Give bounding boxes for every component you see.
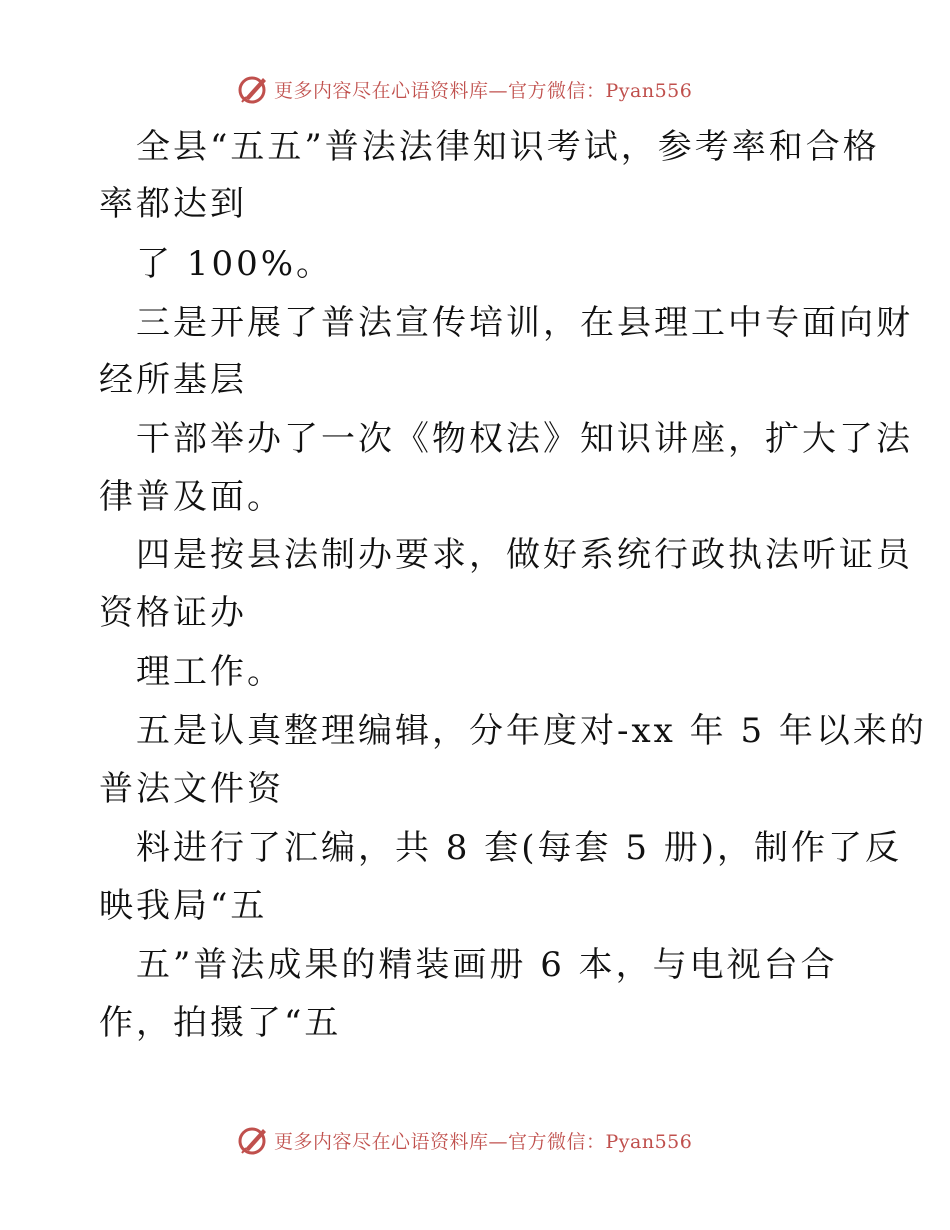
- paragraph-line: 经所基层: [99, 360, 247, 400]
- quill-pen-logo-icon: [236, 72, 270, 106]
- footer-banner: [236, 1123, 692, 1157]
- header-banner: [236, 72, 692, 106]
- paragraph-line: 普法文件资: [99, 769, 284, 809]
- paragraph-line: 率都达到: [99, 184, 247, 224]
- paragraph-line: 作，拍摄了“五: [99, 1003, 342, 1043]
- paragraph-line: 映我局“五: [99, 886, 268, 926]
- paragraph-line: 理工作。: [136, 652, 284, 692]
- paragraph-line: 五”普法成果的精装画册 6 本，与电视台合: [136, 945, 838, 985]
- footer-banner-text: 更多内容尽在心语资料库—官方微信：Pyan556: [274, 1130, 693, 1153]
- paragraph-line: 资格证办: [99, 593, 247, 633]
- paragraph-line: 三是开展了普法宣传培训，在县理工中专面向财: [136, 303, 913, 343]
- paragraph-line: 律普及面。: [99, 477, 284, 517]
- paragraph-line: 了 100%。: [136, 244, 334, 284]
- paragraph-line: 干部举办了一次《物权法》知识讲座，扩大了法: [136, 419, 913, 459]
- paragraph-line: 全县“五五”普法法律知识考试，参考率和合格: [136, 127, 880, 167]
- paragraph-line: 四是按县法制办要求，做好系统行政执法听证员: [136, 535, 913, 575]
- paragraph-line: 料进行了汇编，共 8 套(每套 5 册)，制作了反: [136, 828, 903, 868]
- paragraph-line: 五是认真整理编辑，分年度对-xx 年 5 年以来的: [136, 711, 927, 751]
- quill-pen-logo-icon: [236, 1123, 270, 1157]
- header-banner-text: 更多内容尽在心语资料库—官方微信：Pyan556: [274, 79, 693, 102]
